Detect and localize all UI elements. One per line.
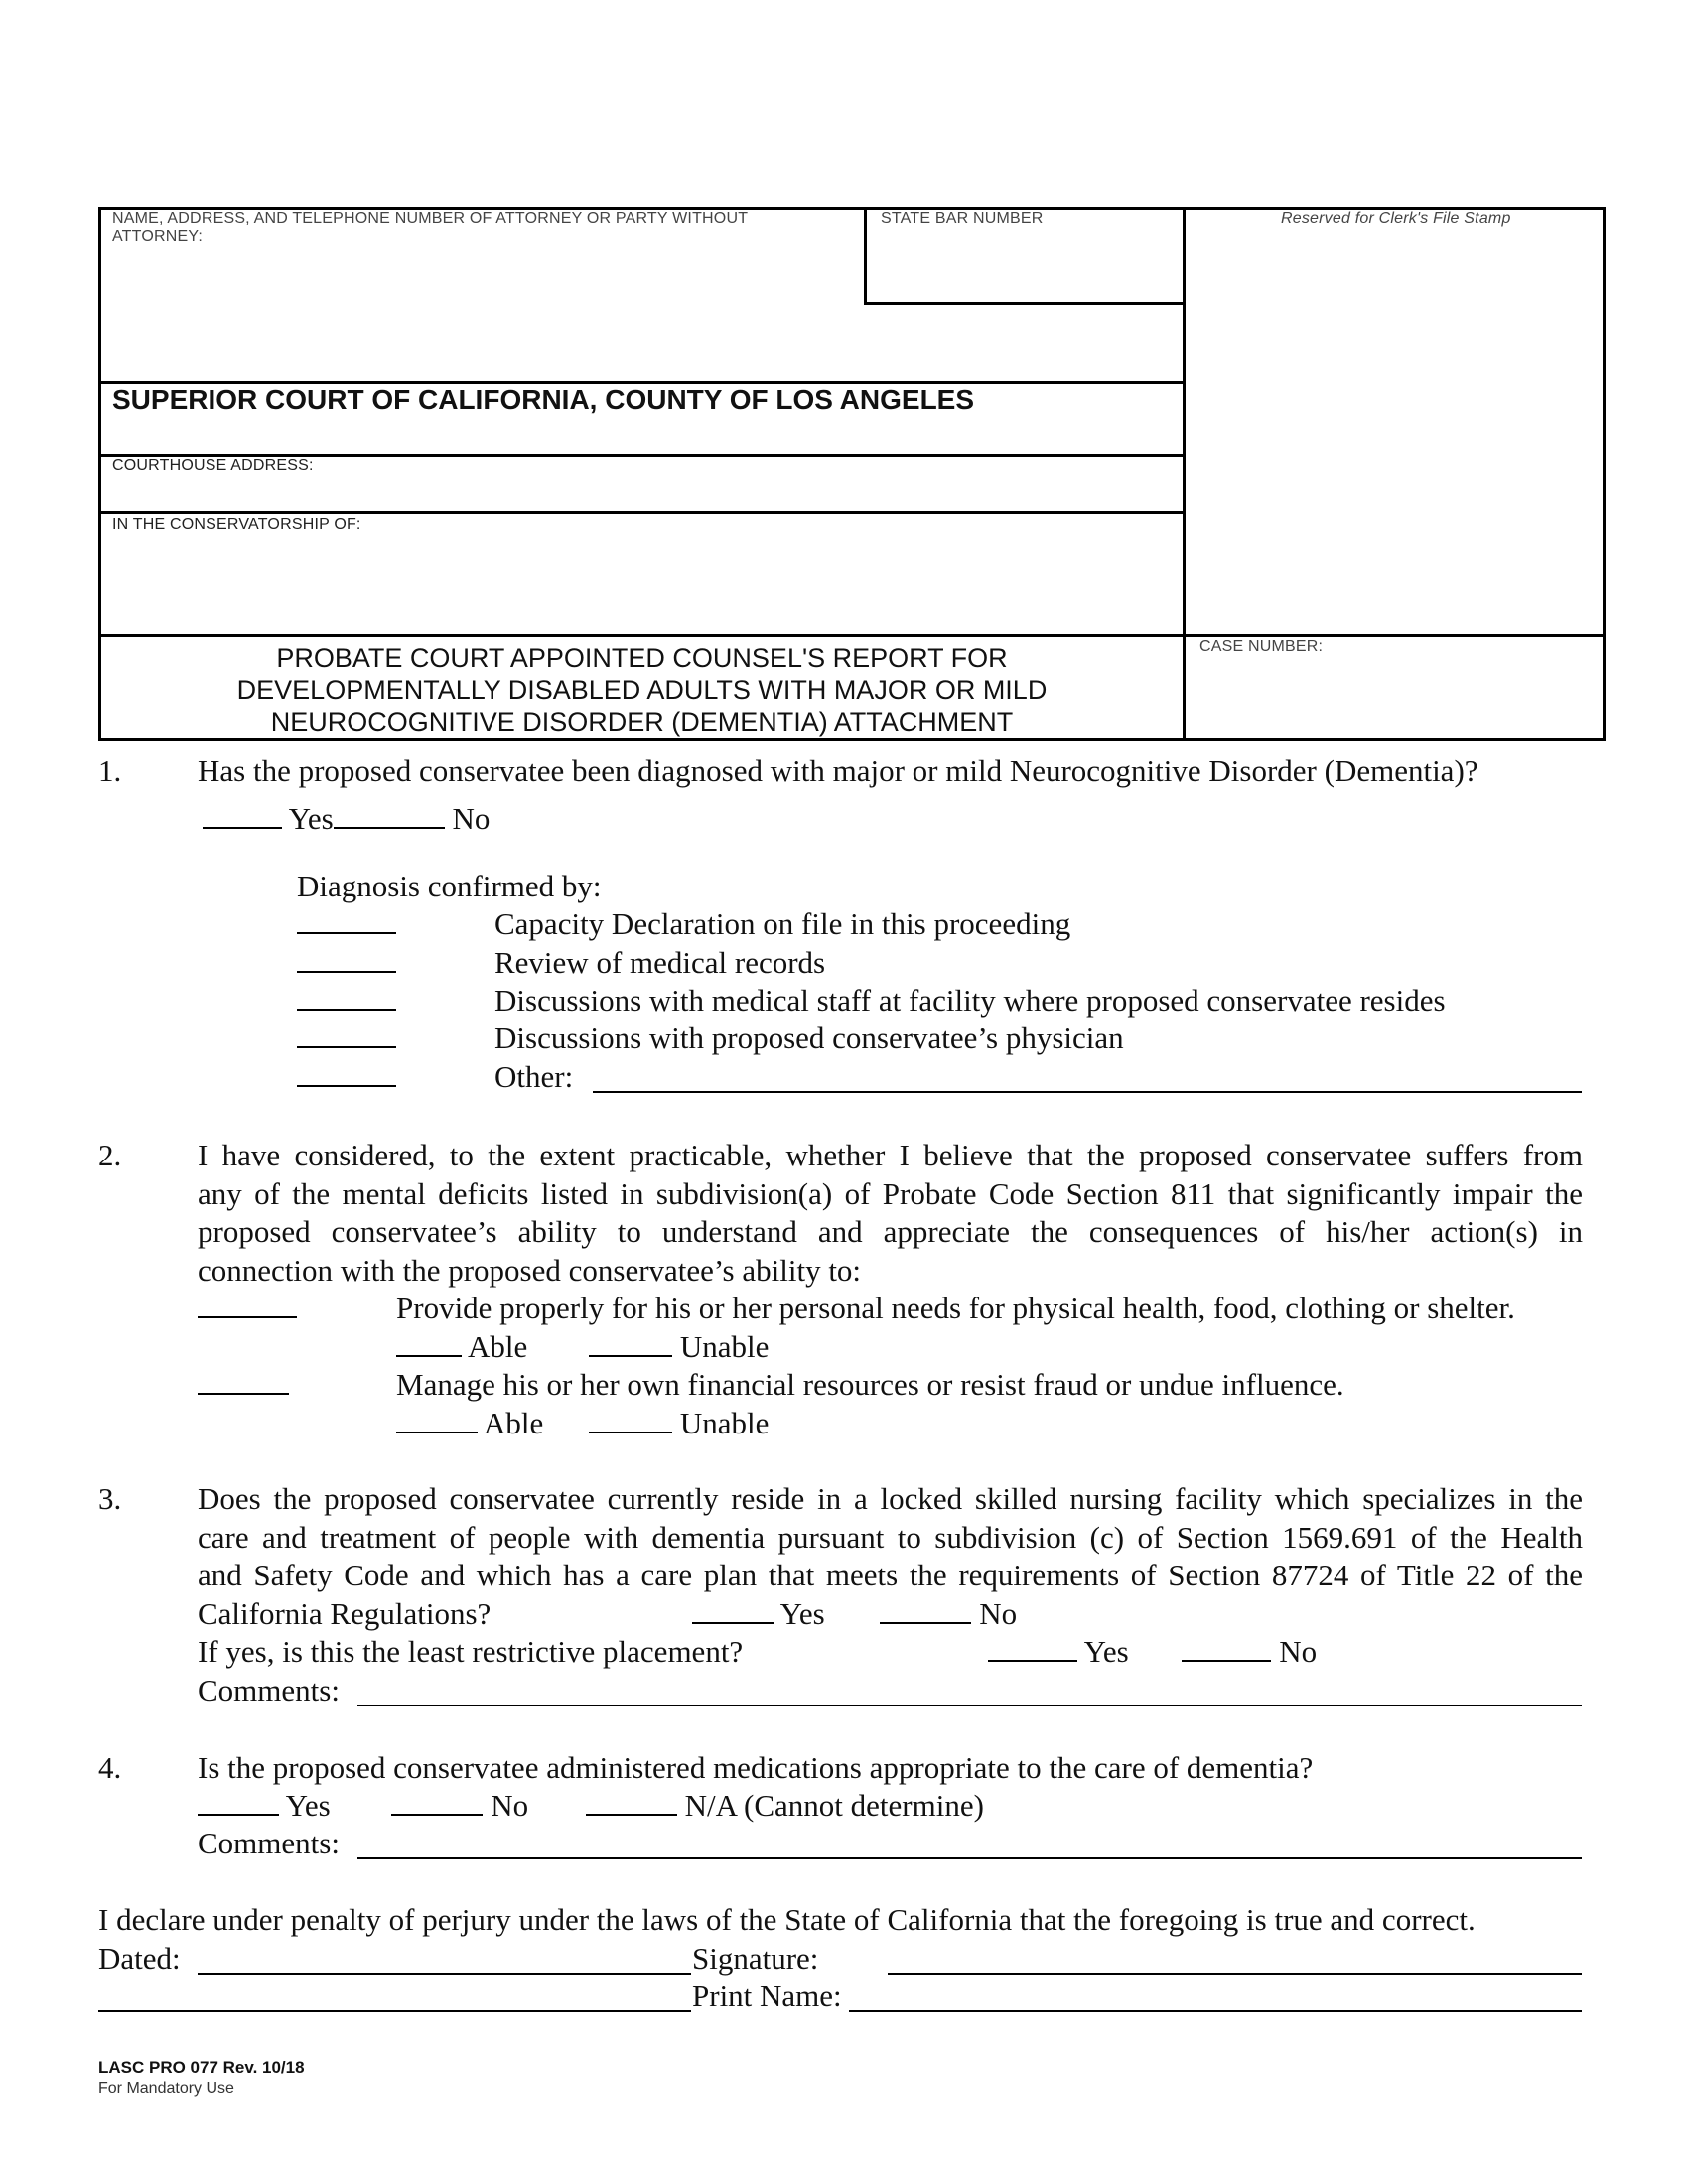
q2-item-a-row bbox=[198, 1290, 297, 1327]
q1-no-blank[interactable] bbox=[334, 801, 445, 829]
q4-answers bbox=[198, 1787, 984, 1825]
title-top-rule bbox=[98, 634, 1606, 637]
print-name-label: Print Name: bbox=[692, 1979, 842, 2013]
blank-line[interactable] bbox=[98, 2010, 691, 2012]
q3-no-label: No bbox=[979, 1596, 1018, 1631]
q3-text-line: Does the proposed conservatee currently reside in a locked skilled nursing facility which specializes in the bbox=[198, 1481, 1583, 1516]
q2-item-a-blank[interactable] bbox=[198, 1291, 297, 1318]
q2-b-unable-blank[interactable] bbox=[589, 1406, 672, 1433]
q4-no-blank[interactable] bbox=[391, 1788, 483, 1816]
q3-least-restrictive: If yes, is this the least restrictive placement? bbox=[198, 1634, 744, 1669]
q1-option-label: Discussions with medical staff at facility where proposed conservatee resides bbox=[494, 983, 1446, 1018]
q2-a-able-blank[interactable] bbox=[396, 1329, 462, 1357]
frame-right bbox=[1603, 207, 1606, 741]
q2-text-line: proposed conservatee’s ability to understand and appreciate the consequences of his/her action(s) in bbox=[198, 1214, 1583, 1249]
q2-item-b-text: Manage his or her own financial resources or resist fraud or undue influence. bbox=[396, 1367, 1344, 1402]
q1-option-row bbox=[297, 944, 396, 982]
q1-confirmed-by: Diagnosis confirmed by: bbox=[297, 869, 602, 903]
q3-yes-blank[interactable] bbox=[692, 1596, 774, 1624]
q2-a-unable-blank[interactable] bbox=[589, 1329, 672, 1357]
q3-lr-yes-blank[interactable] bbox=[988, 1634, 1077, 1662]
clerk-stamp-label: Reserved for Clerk's File Stamp bbox=[1281, 210, 1511, 227]
q1-option-row bbox=[297, 905, 396, 943]
q1-option-label: Discussions with proposed conservatee’s physician bbox=[494, 1021, 1124, 1055]
q3-text-line: care and treatment of people with dementia pursuant to subdivision (c) of Section 1569.691 of the Health bbox=[198, 1520, 1583, 1555]
q1-option-blank[interactable] bbox=[297, 1059, 396, 1087]
q3-lr-no-blank[interactable] bbox=[1182, 1634, 1271, 1662]
print-name-line[interactable] bbox=[849, 2010, 1582, 2012]
q4-comments-label: Comments: bbox=[198, 1826, 340, 1860]
q4-yes-blank[interactable] bbox=[198, 1788, 279, 1816]
q3-answers-1 bbox=[692, 1595, 1017, 1633]
q2-b-unable-label: Unable bbox=[679, 1406, 770, 1440]
q1-yes-label: Yes bbox=[288, 801, 334, 836]
q4-yes-label: Yes bbox=[285, 1788, 331, 1823]
state-bar-bottom bbox=[864, 302, 1186, 305]
q1-text: Has the proposed conservatee been diagnosed with major or mild Neurocognitive Disorder (Dementia)? bbox=[198, 753, 1478, 788]
q3-text-line: California Regulations? bbox=[198, 1596, 492, 1631]
q1-option-row bbox=[297, 982, 396, 1020]
court-title: SUPERIOR COURT OF CALIFORNIA, COUNTY OF LOS ANGELES bbox=[112, 384, 975, 415]
q1-other-line[interactable] bbox=[593, 1091, 1582, 1093]
q4-number: 4. bbox=[98, 1750, 122, 1785]
q2-text-line: I have considered, to the extent practicable, whether I believe that the proposed conservatee suffers from bbox=[198, 1138, 1583, 1172]
q1-no-label: No bbox=[452, 801, 491, 836]
q2-b-able-blank[interactable] bbox=[396, 1406, 478, 1433]
frame-bottom bbox=[98, 738, 1606, 741]
courthouse-address-label: COURTHOUSE ADDRESS: bbox=[112, 457, 314, 474]
declaration-text: I declare under penalty of perjury under the laws of the State of California that the foregoing is true and correct. bbox=[98, 1902, 1476, 1937]
q4-na-blank[interactable] bbox=[586, 1788, 677, 1816]
q4-comments-line[interactable] bbox=[357, 1857, 1582, 1859]
q2-item-b-answers bbox=[396, 1405, 769, 1442]
q4-text: Is the proposed conservatee administered medications appropriate to the care of dementia? bbox=[198, 1750, 1314, 1785]
q4-na-label: N/A (Cannot determine) bbox=[684, 1788, 984, 1823]
q1-option-blank[interactable] bbox=[297, 983, 396, 1011]
q2-item-b-blank[interactable] bbox=[198, 1367, 289, 1395]
q3-number: 3. bbox=[98, 1481, 122, 1516]
q2-item-a-text: Provide properly for his or her personal needs for physical health, food, clothing or shelter. bbox=[396, 1291, 1515, 1325]
case-number-label: CASE NUMBER: bbox=[1199, 638, 1324, 655]
form-title: PROBATE COURT APPOINTED COUNSEL'S REPORT FOR DEVELOPMENTALLY DISABLED ADULTS WITH MAJOR OR MILD NEUROCOGNITIVE DISORDER (DEMENTIA) ATTACHMENT bbox=[236, 643, 1048, 737]
q1-option-blank[interactable] bbox=[297, 1021, 396, 1048]
dated-line[interactable] bbox=[198, 1973, 691, 1975]
signature-label: Signature: bbox=[692, 1941, 819, 1976]
q2-a-unable-label: Unable bbox=[679, 1329, 770, 1364]
column-divider bbox=[1183, 207, 1186, 741]
q1-option-row bbox=[297, 1058, 396, 1096]
signature-line[interactable] bbox=[888, 1973, 1582, 1975]
q1-option-blank[interactable] bbox=[297, 945, 396, 973]
attorney-label: NAME, ADDRESS, AND TELEPHONE NUMBER OF ATTORNEY OR PARTY WITHOUT ATTORNEY: bbox=[112, 210, 749, 245]
dated-label: Dated: bbox=[98, 1941, 181, 1976]
q3-comments-label: Comments: bbox=[198, 1673, 340, 1707]
q2-text-line: any of the mental deficits listed in subdivision(a) of Probate Code Section 811 that significantly impair the bbox=[198, 1176, 1583, 1211]
conservatorship-top-rule bbox=[98, 511, 1186, 514]
q1-option-label: Review of medical records bbox=[494, 945, 826, 980]
q1-option-blank[interactable] bbox=[297, 906, 396, 934]
q4-no-label: No bbox=[491, 1788, 529, 1823]
form-id: LASC PRO 077 Rev. 10/18 bbox=[98, 2058, 305, 2077]
conservatorship-label: IN THE CONSERVATORSHIP OF: bbox=[112, 516, 361, 533]
q2-b-able-label: Able bbox=[484, 1406, 544, 1440]
q3-comments-line[interactable] bbox=[357, 1705, 1582, 1706]
q3-text-line: and Safety Code and which has a care plan that meets the requirements of Section 87724 of Title 22 of the bbox=[198, 1558, 1583, 1592]
q3-lr-yes-label: Yes bbox=[1083, 1634, 1129, 1669]
q3-answers-2 bbox=[988, 1633, 1317, 1671]
q1-number: 1. bbox=[98, 753, 122, 788]
state-bar-left bbox=[864, 207, 867, 305]
q1-yes-blank[interactable] bbox=[203, 801, 282, 829]
q1-option-row bbox=[297, 1020, 396, 1057]
q3-yes-label: Yes bbox=[779, 1596, 825, 1631]
q3-lr-no-label: No bbox=[1279, 1634, 1318, 1669]
q2-number: 2. bbox=[98, 1138, 122, 1172]
q3-no-blank[interactable] bbox=[880, 1596, 971, 1624]
q2-item-a-answers bbox=[396, 1328, 769, 1366]
q1-other-label: Other: bbox=[494, 1059, 574, 1094]
q2-a-able-label: Able bbox=[468, 1329, 528, 1364]
q1-answer-row bbox=[203, 800, 490, 838]
q2-item-b-row bbox=[198, 1366, 289, 1404]
q1-option-label: Capacity Declaration on file in this proceeding bbox=[494, 906, 1071, 941]
state-bar-label: STATE BAR NUMBER bbox=[881, 210, 1044, 227]
q2-text-line: connection with the proposed conservatee’s ability to: bbox=[198, 1253, 862, 1288]
mandatory-use: For Mandatory Use bbox=[98, 2080, 234, 2097]
